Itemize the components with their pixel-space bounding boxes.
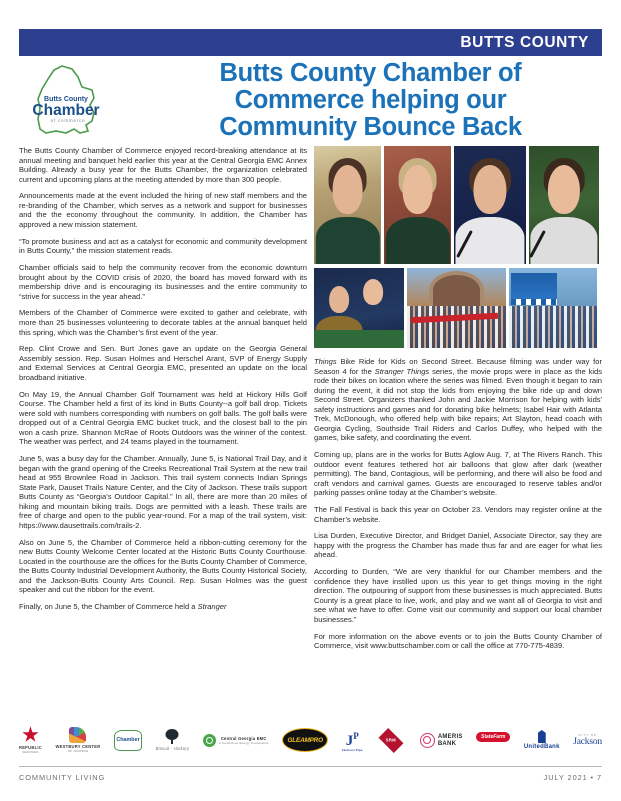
- tree-icon: [162, 729, 182, 744]
- jackson-pipe-monogram-icon: $J^P$: [345, 730, 359, 749]
- footer-issue-and-page: JULY 2021 • 7: [543, 772, 602, 782]
- photo-podium-speakers: [314, 268, 404, 348]
- sponsor-label: SRM: [386, 737, 397, 743]
- photo-portrait-man-speaking: [529, 146, 599, 264]
- republic-star-icon: [22, 726, 39, 743]
- paragraph: According to Durden, “We are very thankful for our Chamber members and the confidence they have instilled upon us this year to get things moving in the right direction. The outpouring of support from these businesses is much appreciated. Butts County is a great place to live, work, and play and we want all of Georgia to visit and see what we have to offer. Come visit our community and support our local chamber businesses.”: [314, 567, 602, 624]
- sponsor-mark-row: [203, 734, 269, 747]
- sponsor-butts-county-chamber[interactable]: [114, 718, 142, 762]
- logo-main-text: Chamber: [32, 102, 100, 119]
- state-farm-logo-icon: [476, 732, 510, 742]
- united-bank-shield-icon: [538, 730, 546, 743]
- gleampro-badge-icon: [282, 728, 328, 752]
- paragraph-continued: [19, 602, 307, 612]
- italic-title: Stranger: [197, 602, 227, 612]
- logo-top-text: Butts County: [44, 96, 88, 103]
- paragraph-text: Finally, on June 5, the Chamber of Commerce held a: [19, 602, 198, 612]
- sponsor-jackson-pipe[interactable]: [342, 718, 363, 762]
- article-column-left: [19, 146, 307, 612]
- photo-grid: [314, 146, 602, 351]
- sponsor-republic-services[interactable]: [19, 718, 42, 762]
- sponsor-westbury-center[interactable]: [56, 718, 101, 762]
- sponsor-label: StateFarm: [481, 733, 506, 740]
- sponsor-label: GLEAMPRO: [287, 736, 323, 744]
- srm-diamond-icon: [379, 728, 404, 753]
- sponsor-sublabel: A Touchstone Energy Cooperative: [218, 741, 269, 746]
- sponsor-label: AMERIS: [437, 734, 463, 740]
- paragraph: For more information on the above events or to join the Butts County Chamber of Commerce, visit www.buttschamber.com or call the office at 770-775-4839.: [314, 631, 602, 651]
- paragraph-continuation: [314, 357, 602, 443]
- photo-portrait-woman-glasses: [384, 146, 451, 264]
- italic-title: Things: [314, 357, 337, 366]
- sponsor-sublabel: CITY OF: [578, 733, 597, 737]
- paragraph: The Fall Festival is back this year on October 23. Vendors may register online at the Chamber’s website.: [314, 505, 602, 524]
- sponsor-gleampro[interactable]: [282, 718, 328, 762]
- paragraph: On May 19, the Annual Chamber Golf Tournament was held at Hickory Hills Golf Course. The Chamber held a first of its kind in Butts County--a golf ball drop. Tickets were sold with numbers corresponding with numbers on golf balls. The golf balls were dropped out of a Central Georgia EMC bucket truck, and the closest ball to the pin won a cash prize. Shannon McRae of Roots Outdoors was the winner of the contest. The weather was perfect, and 24 teams played in the tournament.: [19, 389, 307, 447]
- logo-sub-text: of commerce: [50, 118, 86, 123]
- photo-row-bottom: [314, 268, 602, 348]
- sponsor-srm[interactable]: [376, 718, 406, 762]
- ameris-circle-icon: [420, 733, 435, 748]
- photo-portrait-man-speaking-beard: [454, 146, 526, 264]
- paragraph: Members of the Chamber of Commerce were excited to gather and celebrate, with more than 25 businesses volunteering to decorate tables at the annual banquet held this spring, which was the Chamber’s first event of the year.: [19, 308, 307, 337]
- sponsor-mark-row: [420, 733, 463, 748]
- page-footer: [19, 769, 602, 785]
- section-title: BUTTS COUNTY: [460, 33, 589, 51]
- sponsor-label: Biscuit · Hickory: [155, 745, 190, 751]
- sponsor-label: Chamber: [116, 737, 140, 744]
- article-column-right: [314, 357, 602, 651]
- masthead-bar: [19, 29, 602, 56]
- sponsor-sublabel: BANK: [437, 740, 457, 747]
- sponsor-label: Central Georgia EMC: [220, 736, 267, 742]
- paragraph: June 5, was a busy day for the Chamber. Annually, June 5, is National Trail Day, and it began with the grand opening of the Creeks Recreational Trail System at the new trail head at 955 Brownlee Road in Jackson. This trail system connects Indian Springs State Park, Dauset Trails Nature Center, and the City of Jackson. These trails support Butts County as “Georgia’s Outdoor Capital.” In all, there are more than 20 miles of hiking and mountain biking trails. Dogs are permitted with a leash. These trails are free of charge and open to the public year-round. For a map of the trail system, visit: https://www.dausettrails.com/trails-2.: [19, 454, 307, 530]
- sponsor-label: UnitedBank: [523, 744, 560, 750]
- sponsor-united-bank[interactable]: [524, 718, 560, 762]
- sponsor-state-farm[interactable]: [476, 718, 510, 762]
- paragraph: Rep. Clint Crowe and Sen. Burt Jones gave an update on the Georgia General Assembly session. Rep. Susan Holmes and Herschel Arant, SVP of Energy Supply and External Services at Central Georgia EMC, presented an update on the local broadband initiative.: [19, 344, 307, 382]
- headline-line-2: Commerce helping our: [234, 86, 507, 114]
- photo-bike-ride-event: [509, 268, 597, 348]
- sponsor-label: REPUBLIC: [19, 744, 42, 750]
- headline-line-3: Community Bounce Back: [219, 113, 522, 141]
- sponsor-central-georgia-emc[interactable]: [203, 718, 269, 762]
- sponsor-ameris-bank[interactable]: [420, 718, 463, 762]
- photo-portrait-woman-green-jacket: [314, 146, 381, 264]
- page-headline: [139, 60, 602, 141]
- paragraph: Also on June 5, the Chamber of Commerce held a ribbon-cutting ceremony for the new Butts County Welcome Center located at the Historic Butts County Courthouse. Located in the courthouse are the offices for the Butts County Chamber of Commerce, the Butts County Industrial Development Authority, the Butts County Historical Society, and the Jackson-Butts County Arts Council. Rep. Susan Holmes was the guest speaker and cut the ribbon for the event.: [19, 537, 307, 595]
- sponsor-biscuit-hickory[interactable]: [156, 718, 190, 762]
- westbury-hand-icon: [69, 727, 86, 743]
- footer-publication-name: COMMUNITY LIVING: [19, 772, 106, 782]
- paragraph: Coming up, plans are in the works for Butts Aglow Aug. 7, at The Rivers Ranch. This outdoor event features tethered hot air balloons that glow after dark (weather permitting). The band, Contagious, will be performing, and there will also be food and craft vendors and carnival games. Guests are encouraged to reserve tables and/or parking passes online today at the Chamber’s website.: [314, 450, 602, 498]
- paragraph: Chamber officials said to help the community recover from the economic downturn brought about by the COVID crisis of 2020, the board has moved forward with its membership drive and is encouraging its businesses and the entire community to “strive for success in the year ahead.”: [19, 263, 307, 301]
- paragraph: Lisa Durden, Executive Director, and Bridget Daniel, Associate Director, say they are happy with the progress the Chamber has made thus far and are eager for what lies ahead.: [314, 531, 602, 560]
- footer-divider: [19, 766, 602, 767]
- sponsor-city-of-jackson[interactable]: [573, 718, 602, 762]
- paragraph: The Butts County Chamber of Commerce enjoyed record-breaking attendance at its annual meeting and banquet held earlier this year at the Central Georgia EMC Annex Building. Already a busy year for the Butts Chamber, the organization celebrated current and upcoming plans at the meeting attended by more than 300 people.: [19, 146, 307, 184]
- italic-title-2: Stranger Things: [374, 366, 430, 376]
- paragraph-text: Bike Ride for Kids on Second Street. Because filming was under way for Season 4 for the: [314, 357, 602, 376]
- sponsor-label: Jackson: [573, 737, 602, 747]
- cgemc-circle-icon: [203, 734, 216, 747]
- paragraph-text-2: series, the movie props were in place as the kids rode their bikes on location where the series was filmed. Even though it began to rain during the event, it did not stop the kids from enjoying the bike ride up and down Second Street. Organizers thanked John and Jackie Morrison for helping with kids' safety instructions and games and for donating bike helmets; Isabel Hair with Atlanta Trek, McDonough, who offered help with bike repairs; Art Slayton, head coach with Georgia Cycling, Southside Trail Riders and Carlos Duffey, who helped with the games, bike safety, and coordinating the event.: [314, 366, 602, 443]
- sponsor-label: WESTBURY CENTER: [55, 744, 101, 750]
- sponsor-sublabel: SERVICES: [22, 749, 39, 754]
- chamber-outline-icon: [114, 730, 142, 751]
- sponsor-logo-strip: [19, 717, 602, 763]
- paragraph: “To promote business and act as a catalyst for economic and community development in Butts County,” the mission statement reads.: [19, 236, 307, 256]
- headline-area: [19, 60, 602, 140]
- photo-ribbon-cutting-courthouse: [407, 268, 506, 348]
- photo-row-top: [314, 146, 602, 264]
- sponsor-sublabel: OF JACKSON: [67, 749, 89, 754]
- headline-line-1: Butts County Chamber of: [219, 59, 522, 87]
- sponsor-sublabel: Jackson Pipe: [341, 747, 363, 752]
- paragraph: Announcements made at the event included the hiring of new staff members and the re-branding of the Chamber, which serves as a network and support for businesses and the the economy throughout the community. In addition, the Chamber has approved a new mission statement.: [19, 191, 307, 230]
